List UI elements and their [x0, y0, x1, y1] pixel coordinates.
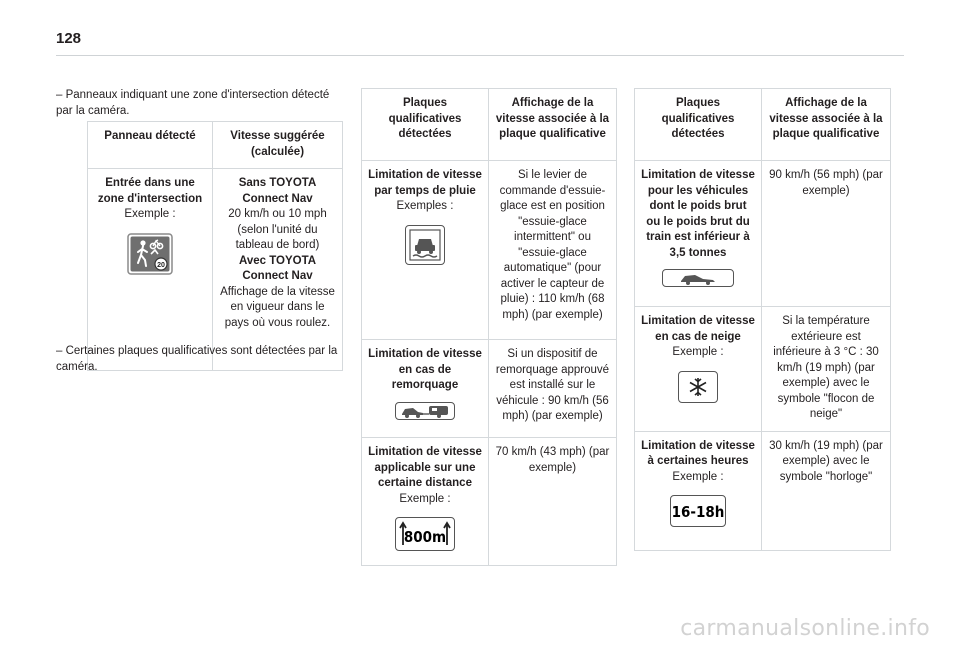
towing-limit-label-cell — [362, 340, 489, 438]
cond2-title: Avec TOYOTA Connect Nav — [238, 254, 317, 282]
hours-limit-text-cell: 30 km/h (19 mph) (par exemple) avec le symbole "horloge" — [762, 431, 891, 550]
car-sign-icon — [662, 269, 734, 287]
snow-limit-example: Exemple : — [672, 346, 724, 358]
cond1-title: Sans TOYOTA Connect Nav — [238, 177, 317, 205]
distance-limit-title: Limitation de vitesse applicable sur une certaine distance — [368, 446, 482, 489]
distance-limit-example: Exemple : — [399, 492, 451, 505]
rain-sign-icon — [405, 225, 445, 265]
snowflake-sign-icon — [678, 371, 718, 403]
weight-limit-title: Limitation de vitesse pour les véhicules dont le poids brut ou le poids brut du train est inférieur à 3,5 tonnes — [641, 169, 755, 259]
middle-col2-header: Affichage de la vitesse associée à la plaque qualificative — [489, 89, 617, 161]
column-header-suggested-speed: Vitesse suggérée (calculée) — [213, 122, 343, 169]
cond2-text: Affichage de la vitesse en vigueur dans le pays où vous roulez. — [220, 285, 335, 329]
qualifier-table-middle — [361, 88, 617, 566]
intersection-sign-value: 20 — [157, 261, 165, 269]
intersection-row-example: Exemple : — [124, 208, 176, 220]
cond1-text: 20 km/h ou 10 mph (selon l'unité du tableau de bord) — [228, 208, 327, 251]
watermark: carmanualsonline.info — [680, 616, 930, 641]
rain-limit-example: Exemples : — [396, 200, 454, 212]
hours-limit-example: Exemple : — [672, 470, 724, 483]
hours-sign-icon — [670, 495, 726, 527]
hours-limit-title: Limitation de vitesse à certaines heures — [641, 439, 755, 467]
hours-limit-label-cell — [635, 431, 762, 550]
middle-col1-header: Plaques qualificatives détectées — [362, 89, 489, 161]
intro-note: – Panneaux indiquant une zone d'intersection détecté par la caméra. — [56, 89, 330, 117]
distance-sign-text: 800m — [403, 528, 447, 546]
trailer-sign-icon — [395, 402, 455, 420]
intersection-row-label-cell — [88, 169, 213, 371]
column-header-detected-sign: Panneau détecté — [88, 122, 213, 169]
right-col1-header: Plaques qualificatives détectées — [635, 89, 762, 161]
weight-limit-label-cell — [635, 161, 762, 307]
snow-limit-title: Limitation de vitesse en cas de neige — [641, 315, 755, 343]
intersection-zone-sign-icon — [127, 233, 173, 275]
page-number: 128 — [56, 30, 82, 47]
rain-limit-label-cell — [362, 161, 489, 340]
hours-sign-text: 16-18h — [671, 503, 725, 521]
snow-limit-label-cell — [635, 307, 762, 432]
distance-sign-icon — [395, 517, 455, 551]
intersection-table — [87, 121, 343, 371]
intersection-row-title: Entrée dans une zone d'intersection — [97, 177, 203, 205]
snow-limit-text-cell: Si la température extérieure est inférieure à 3 °C : 30 km/h (19 mph) (par exemple) avec le symbole "flocon de neige" — [762, 307, 891, 432]
towing-limit-title: Limitation de vitesse en cas de remorquage — [368, 348, 482, 391]
towing-limit-text-cell: Si un dispositif de remorquage approuvé est installé sur le véhicule : 90 km/h (56 mph) (par exemple) — [489, 340, 617, 438]
rain-limit-text-cell: Si le levier de commande d'essuie-glace est en position "essuie-glace intermittent" ou "essuie-glace automatique" (pour activer le capteur de pluie) : 110 km/h (68 mph) (par exemple) — [489, 161, 617, 340]
weight-limit-text-cell: 90 km/h (56 mph) (par exemple) — [762, 161, 891, 307]
qualifier-table-right — [634, 88, 891, 551]
distance-limit-text-cell: 70 km/h (43 mph) (par exemple) — [489, 438, 617, 566]
rain-limit-title: Limitation de vitesse par temps de pluie — [368, 169, 482, 197]
header-divider — [56, 55, 904, 56]
right-col2-header: Affichage de la vitesse associée à la plaque qualificative — [762, 89, 891, 161]
intersection-row-speed-cell — [213, 169, 343, 371]
distance-limit-label-cell — [362, 438, 489, 566]
outro-note: – Certaines plaques qualificatives sont détectées par la caméra. — [56, 345, 338, 373]
